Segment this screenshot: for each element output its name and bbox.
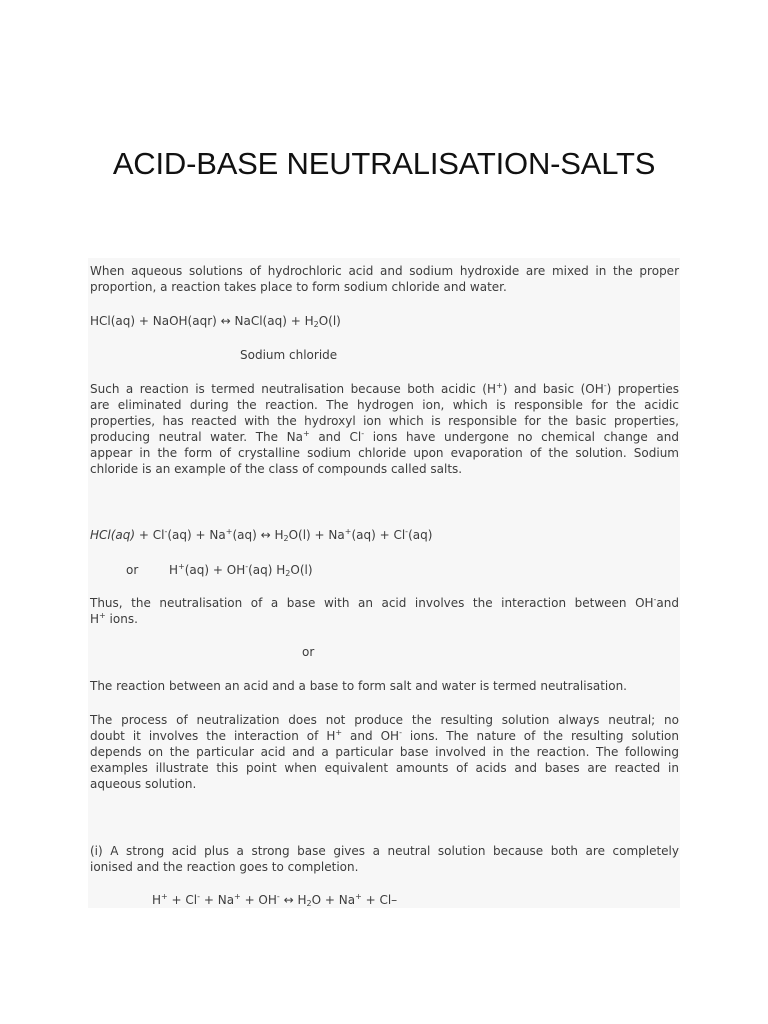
superscript: + [99, 611, 106, 620]
label-sodium-chloride: Sodium chloride [240, 348, 338, 362]
document-title: ACID-BASE NEUTRALISATION-SALTS [112, 146, 656, 181]
equation-text: (aq) [408, 528, 433, 542]
superscript: - [603, 381, 607, 390]
equation-net-ionic [169, 562, 313, 578]
paragraph-intro [90, 263, 679, 295]
equation-text: + Na [200, 893, 235, 907]
paragraph-line: are eliminated during the reaction. The hydrogen ion, which is responsible for the acidic [90, 398, 679, 412]
paragraph-line [90, 429, 679, 445]
text-run: ) properties [606, 382, 680, 396]
subscript: 2 [306, 899, 312, 908]
equation-text: + OH [240, 893, 277, 907]
equation-text: + Cl– [361, 893, 398, 907]
equation-text: O + Na [311, 893, 356, 907]
paragraph-interaction [90, 595, 679, 627]
superscript: + [344, 527, 352, 536]
text-run: H [90, 612, 100, 626]
paragraph-line [90, 611, 679, 627]
text-run: Thus, the neutralisation of a base with an acid involves the interaction between OH [90, 596, 654, 610]
superscript: + [234, 892, 241, 901]
superscript: - [405, 527, 409, 536]
paragraph-line: proportion, a reaction takes place to form sodium chloride and water. [90, 280, 507, 294]
paragraph-line: depends on the particular acid and a particular base involved in the reaction. The following [90, 745, 679, 759]
text-run: ions. The nature of the resulting solution [401, 729, 679, 743]
paragraph-line: (i) A strong acid plus a strong base gives a neutral solution because both are completely [90, 844, 679, 858]
text-run: and Cl [309, 430, 362, 444]
content-panel [88, 258, 680, 908]
text-run: ions have undergone no chemical change and [364, 430, 680, 444]
equation-text: (aq) ↔ H [232, 528, 284, 542]
paragraph-line: chloride is an example of the class of compounds called salts. [90, 462, 463, 476]
text-run: doubt it involves the interaction of H [90, 729, 336, 743]
equation-text: (aq) + OH [184, 563, 246, 577]
paragraph-neutralisation [90, 381, 679, 477]
paragraph-line [90, 381, 679, 397]
text-run: ions. [105, 612, 138, 626]
subscript: 2 [285, 569, 291, 578]
superscript: + [161, 892, 168, 901]
paragraph-line: aqueous solution. [90, 777, 197, 791]
equation-strong-acid-base [152, 892, 397, 908]
superscript: + [225, 527, 233, 536]
equation-text: + Cl [135, 528, 165, 542]
paragraph-line: When aqueous solutions of hydrochloric acid and sodium hydroxide are mixed in the proper [90, 264, 679, 278]
paragraph-line [90, 595, 679, 611]
equation-text: O(l) + Na [288, 528, 345, 542]
equation-ionic [90, 527, 432, 543]
paragraph-line [90, 728, 679, 744]
superscript: - [276, 892, 280, 901]
paragraph-line: The process of neutralization does not produce the resulting solution always neutral; no [90, 713, 679, 727]
superscript: + [178, 562, 185, 571]
equation-text: + Cl [167, 893, 198, 907]
equation-text: (aq) + Na [167, 528, 226, 542]
or-separator: or [302, 645, 315, 659]
superscript: - [197, 892, 201, 901]
equation-text: O(l) [318, 314, 341, 328]
paragraph-line: properties, has reacted with the hydroxyl ion which is responsible for the basic properties, [90, 414, 679, 428]
paragraph-strong-acid [90, 843, 679, 875]
subscript: 2 [313, 320, 319, 329]
text-run: and [656, 596, 679, 610]
superscript: - [653, 595, 657, 604]
superscript: + [335, 728, 343, 737]
superscript: + [355, 892, 362, 901]
paragraph-line: examples illustrate this point when equivalent amounts of acids and bases are reacted in [90, 761, 679, 775]
equation-text: HCl(aq) + NaOH(aqr) ↔ NaCl(aq) + H [90, 314, 314, 328]
equation-or-label: or [126, 563, 139, 577]
paragraph-line: appear in the form of crystalline sodium chloride upon evaporation of the solution. Sodium [90, 446, 679, 460]
text-run: and OH [342, 729, 400, 743]
equation-text: H [169, 563, 179, 577]
paragraph-definition: The reaction between an acid and a base to form salt and water is termed neutralisation. [90, 679, 627, 693]
subscript: 2 [283, 534, 289, 543]
text-run: Such a reaction is termed neutralisation because both acidic (H [90, 382, 497, 396]
superscript: - [399, 728, 402, 737]
equation-text: HCl(aq) [90, 528, 136, 542]
equation-hcl-naoh [90, 313, 341, 329]
superscript: - [164, 527, 168, 536]
superscript: + [303, 429, 310, 438]
text-run: ) and basic (OH [502, 382, 604, 396]
equation-text: (aq) H [248, 563, 286, 577]
equation-text: (aq) + Cl [351, 528, 406, 542]
text-run: producing neutral water. The Na [90, 430, 303, 444]
paragraph-process [90, 712, 679, 792]
equation-text: ↔ H [279, 893, 307, 907]
paragraph-line: ionised and the reaction goes to completion. [90, 860, 359, 874]
superscript: - [245, 562, 249, 571]
equation-text: H [152, 893, 162, 907]
equation-text: O(l) [290, 563, 313, 577]
superscript: + [496, 381, 503, 390]
superscript: - [361, 429, 365, 438]
